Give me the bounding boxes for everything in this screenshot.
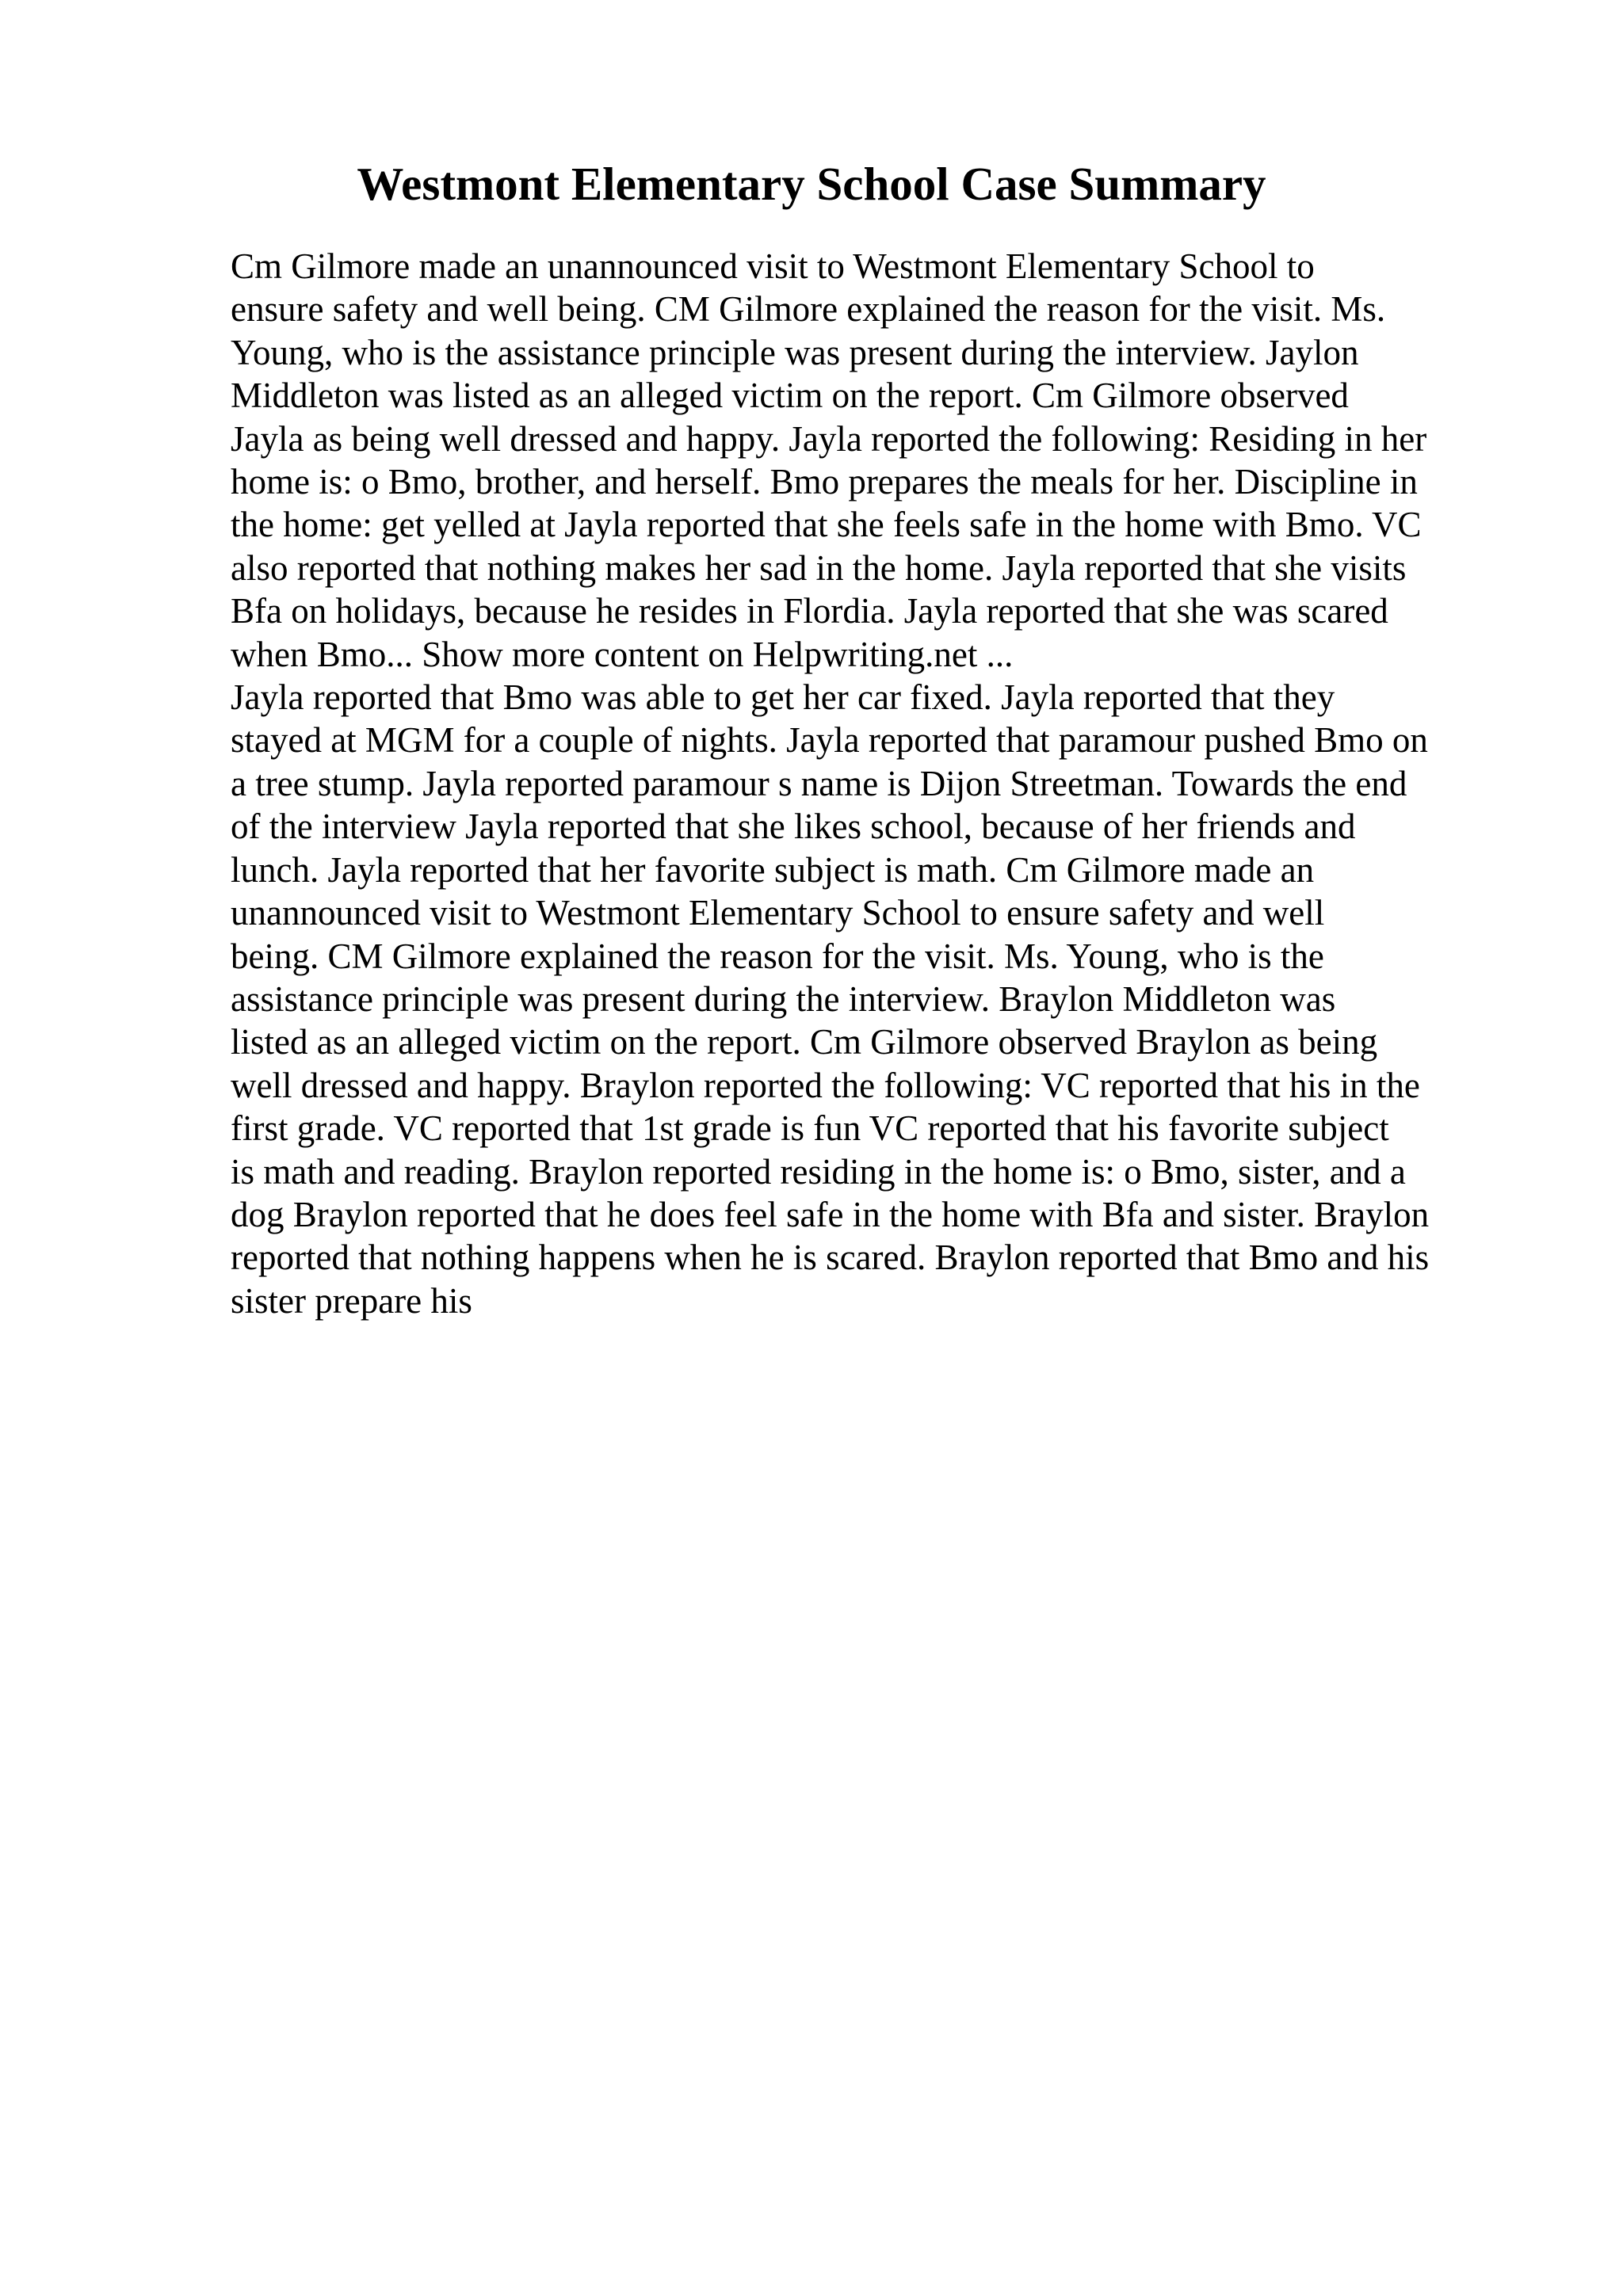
body-line: assistance principle was present during the interview. Braylon Middleton was	[231, 978, 1336, 1019]
body-line: the home: get yelled at Jayla reported that she feels safe in the home with Bmo. VC	[231, 505, 1422, 545]
body-line: lunch. Jayla reported that her favorite subject is math. Cm Gilmore made an	[231, 849, 1315, 890]
body-line: sister prepare his	[231, 1280, 472, 1321]
document-body	[231, 245, 1499, 1322]
body-line: Bfa on holidays, because he resides in Flordia. Jayla reported that she was scared	[231, 591, 1388, 631]
body-line: Middleton was listed as an alleged victim on the report. Cm Gilmore observed	[231, 376, 1349, 416]
body-line: stayed at MGM for a couple of nights. Jayla reported that paramour pushed Bmo on	[231, 720, 1428, 761]
body-line: dog Braylon reported that he does feel safe in the home with Bfa and sister. Braylon	[231, 1194, 1430, 1234]
body-line: reported that nothing happens when he is scared. Braylon reported that Bmo and his	[231, 1238, 1430, 1278]
body-line: ensure safety and well being. CM Gilmore explained the reason for the visit. Ms.	[231, 289, 1386, 330]
body-line: a tree stump. Jayla reported paramour s name is Dijon Streetman. Towards the end	[231, 763, 1407, 803]
document-title: Westmont Elementary School Case Summary	[357, 158, 1266, 210]
body-line: Young, who is the assistance principle was present during the interview. Jaylon	[231, 332, 1359, 372]
body-line: first grade. VC reported that 1st grade is fun VC reported that his favorite subject	[231, 1108, 1389, 1149]
body-line: well dressed and happy. Braylon reported the following: VC reported that his in the	[231, 1065, 1420, 1105]
body-line: Jayla reported that Bmo was able to get her car fixed. Jayla reported that they	[231, 677, 1335, 718]
body-line: Cm Gilmore made an unannounced visit to Westmont Elementary School to	[231, 246, 1315, 286]
body-line: unannounced visit to Westmont Elementary School to ensure safety and well	[231, 893, 1325, 933]
body-line: home is: o Bmo, brother, and herself. Bmo prepares the meals for her. Discipline in	[231, 462, 1418, 502]
body-line: listed as an alleged victim on the report. Cm Gilmore observed Braylon as being	[231, 1022, 1378, 1062]
body-line: also reported that nothing makes her sad in the home. Jayla reported that she visits	[231, 547, 1407, 588]
body-line: Jayla as being well dressed and happy. Jayla reported the following: Residing in her	[231, 418, 1427, 459]
body-line: is math and reading. Braylon reported residing in the home is: o Bmo, sister, and a	[231, 1151, 1406, 1192]
body-line: of the interview Jayla reported that she likes school, because of her friends and	[231, 807, 1356, 847]
body-line: being. CM Gilmore explained the reason for the visit. Ms. Young, who is the	[231, 936, 1324, 976]
body-line: when Bmo... Show more content on Helpwriting.net ...	[231, 634, 1014, 674]
